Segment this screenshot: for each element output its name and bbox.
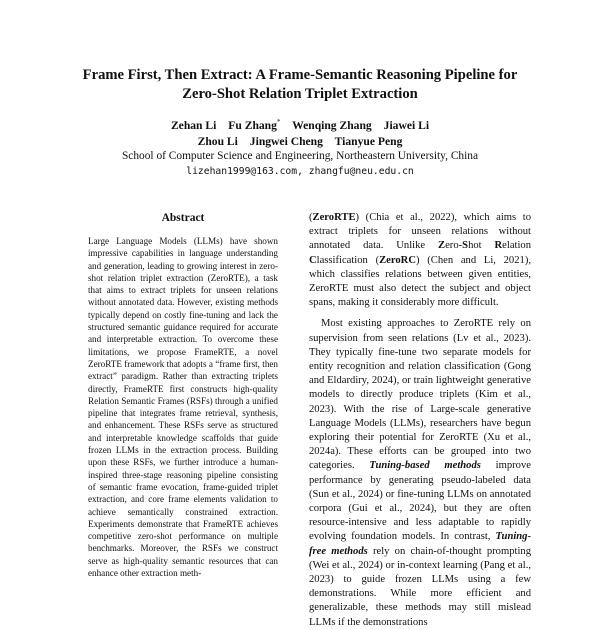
author-name: Jiawei Li xyxy=(383,119,430,132)
bold-initial: C xyxy=(309,254,317,266)
author-name: Jingwei Cheng xyxy=(249,134,323,148)
paragraph-zerorte-definition: (ZeroRTE) (Chia et al., 2022), which aims to extract triplets for unseen relations without annotated data. Unlike Zero-Shot Relation Classification (ZeroRC) (Chen and Li, 2021), which classifies relations between given entities, ZeroRTE must also detect the subject and object spans, making it considerably more difficult. xyxy=(309,212,531,309)
bold-initial: Z xyxy=(438,240,446,252)
author-name: Zehan Li xyxy=(170,119,217,132)
bold-term: ZeroRTE xyxy=(312,212,356,223)
abstract-text: Large Language Models (LLMs) have shown impressive capabilities in language understanding and generation, leading to growing interest in zero-shot relation triplet extraction (ZeroRTE), a task that aims to extract triplets for unseen relations without annotated data. However, existing methods typically depend on costly fine-tuning and lack the structured semantic guidance required for accurate and interpretable extraction. To overcome these limitations, we propose FrameRTE, a novel ZeroRTE framework that adopts a “frame first, then extract” paradigm. Rather than extracting triplets directly, FrameRTE first constructs high-quality Relation Semantic Frames (RSFs) through a unified pipeline that integrates frame retrieval, synthesis, and enhancement. These RSFs serve as structured and interpretable knowledge scaffolds that guide frozen LLMs in the extraction process. Building upon these RSFs, we further introduce a human-inspired three-stage reasoning pipeline consisting of semantic frame evocation, frame-guided triplet extraction, and core frame elements validation to achieve semantically constrained extraction. Experiments demonstrate that FrameRTE achieves competitive zero-shot performance on multiple benchmarks. Moreover, the RSFs we construct serve as high-quality semantic resources that can enhance other extraction meth- xyxy=(88,236,278,579)
author-name: Fu Zhang xyxy=(228,119,277,132)
bold-term: ZeroRC xyxy=(379,254,416,266)
affiliation: School of Computer Science and Engineering, Northeastern University, China xyxy=(121,150,479,162)
corresponding-author-mark: * xyxy=(276,118,281,127)
author-name: Wenqing Zhang xyxy=(292,119,372,132)
author-emails: lizehan1999@163.com, zhangfu@neu.edu.cn xyxy=(186,166,414,177)
bold-initial: S xyxy=(462,240,469,252)
bold-initial: R xyxy=(494,240,503,252)
author-list xyxy=(40,118,560,149)
abstract-body xyxy=(88,235,278,579)
author-line-1 xyxy=(40,118,560,134)
author-line-2 xyxy=(40,134,560,150)
paragraph-existing-approaches: Most existing approaches to ZeroRTE rely on supervision from seen relations (Lv et al., 2023). They typically fine-tune two separate models for entity recognition and relation classification (Gong and Eldardiry, 2024), or train lightweight generative models to directly produce triplets (Kim et al., 2023). With the rise of Large-scale generative Language Models (LLMs), researchers have begun exploring their potential for ZeroRTE (Xu et al., 2024a). These efforts can be grouped into two categories. Tuning-based methods improve performance by generating pseudo-labeled data (Sun et al., 2024) or fine-tuning LLMs on annotated corpora (Gui et al., 2024), but they are often resource-intensive and less adaptable to rapidly evolving foundation models. In contrast, Tuning-free methods rely on chain-of-thought prompting (Wei et al., 2024) or in-context learning (Pang et al., 2023) to guide frozen LLMs using a few demonstrations. While more efficient and generalizable, these methods may still mislead LLMs if the demonstrations xyxy=(309,318,531,628)
title-line-1: Frame First, Then Extract: A Frame-Semantic Reasoning Pipeline for xyxy=(82,67,518,83)
body-column-right xyxy=(309,211,531,630)
author-name: Zhou Li xyxy=(197,134,238,148)
title-line-2: Zero-Shot Relation Triplet Extraction xyxy=(182,86,418,102)
emphasis-term: Tuning-free methods xyxy=(309,531,531,557)
paper-title xyxy=(40,66,560,104)
emphasis-term: Tuning-based methods xyxy=(369,460,481,472)
abstract-heading: Abstract xyxy=(161,212,205,224)
author-name: Tianyue Peng xyxy=(334,134,403,148)
